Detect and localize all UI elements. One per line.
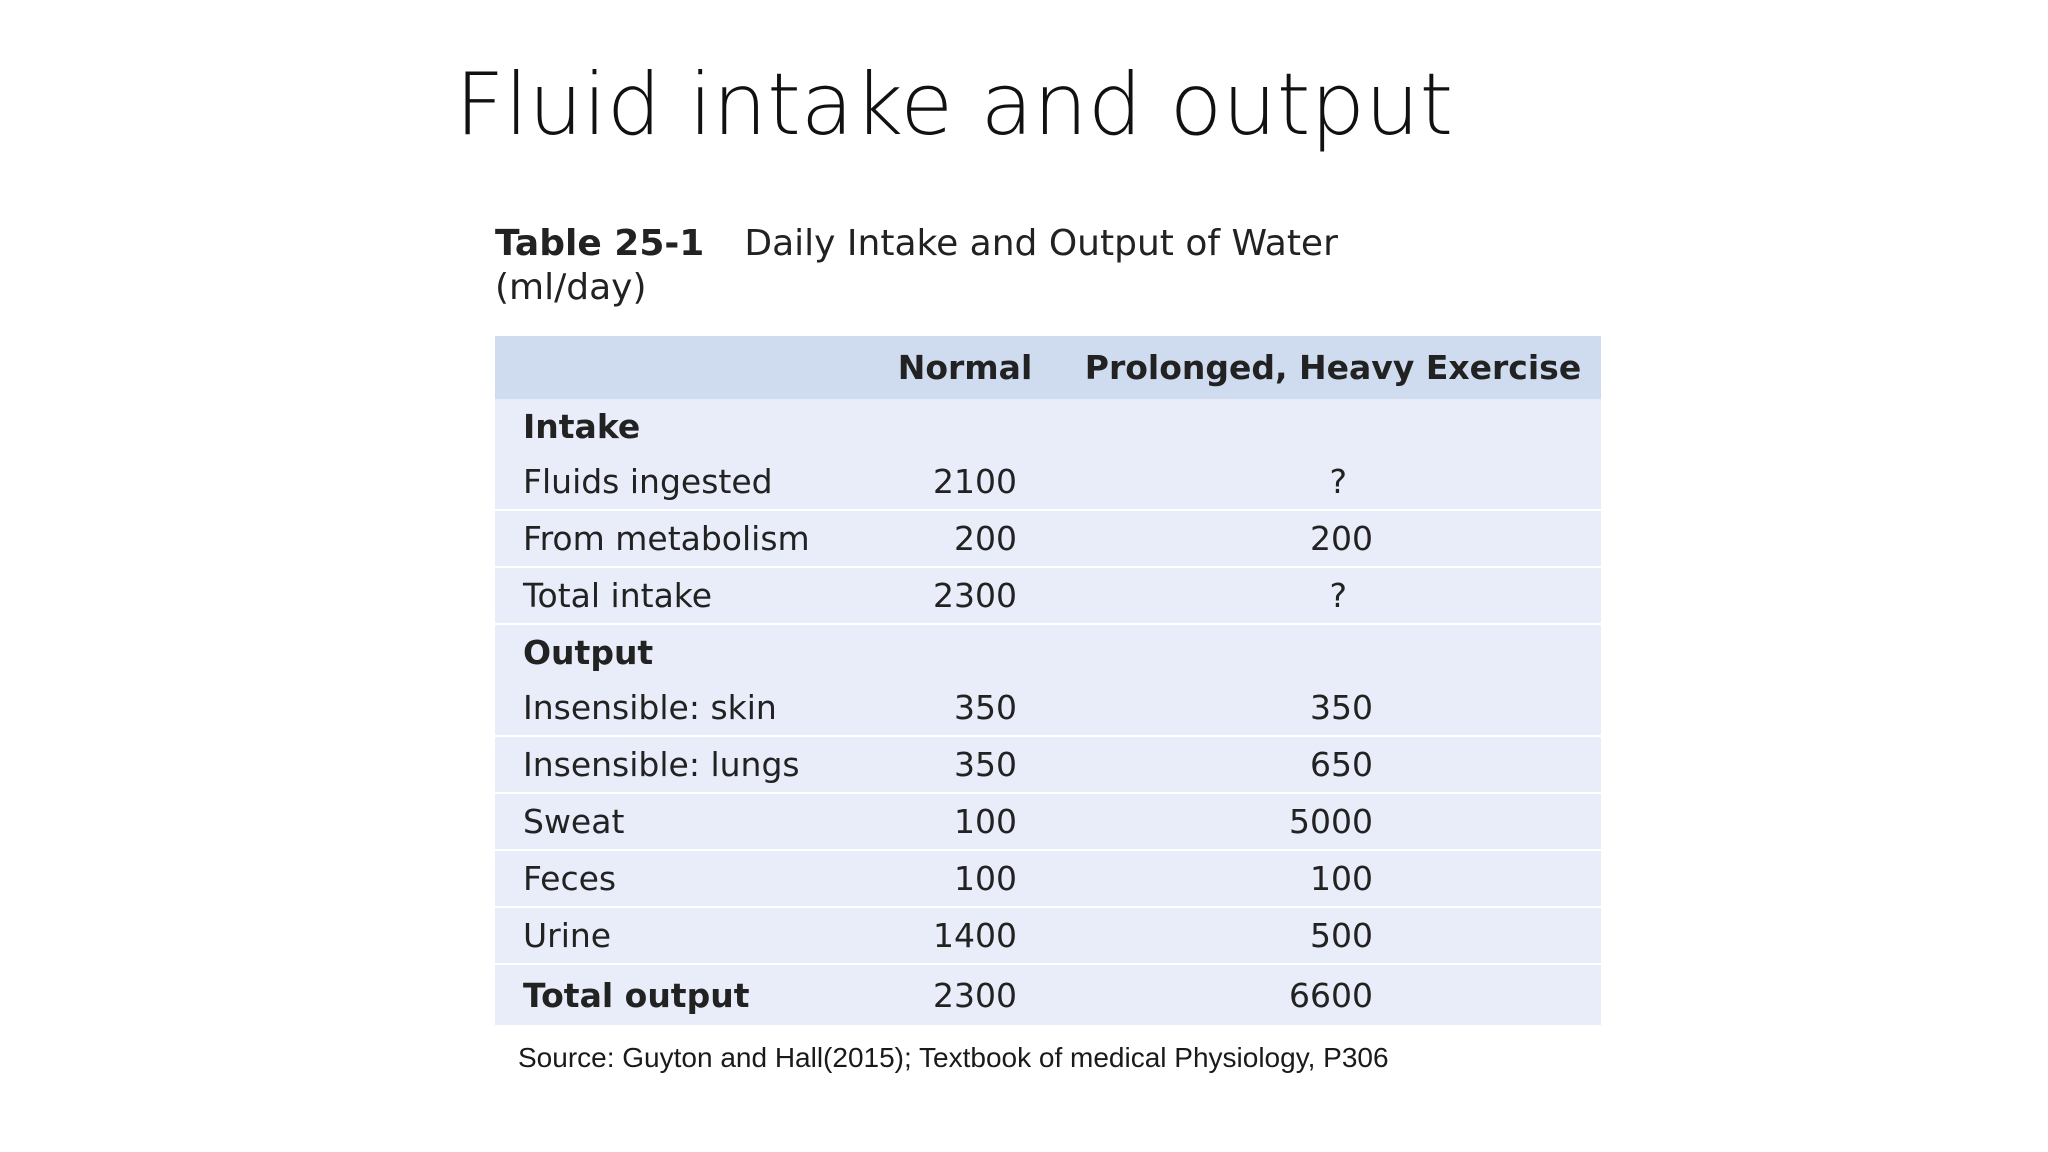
row-label: Insensible: lungs (495, 736, 865, 793)
header-label (495, 336, 865, 399)
row-normal-value: 100 (865, 850, 1065, 907)
water-intake-output-table (495, 336, 1601, 1025)
row-exercise-value: 5000 (1065, 793, 1601, 850)
row-exercise-value: 650 (1065, 736, 1601, 793)
table-row (495, 793, 1601, 850)
table-row (495, 567, 1601, 624)
row-exercise-value: ? (1065, 567, 1601, 624)
table-row-output-section (495, 624, 1601, 680)
row-normal-value: 2300 (865, 964, 1065, 1025)
row-label: Intake (495, 399, 865, 454)
row-label: From metabolism (495, 510, 865, 567)
row-exercise-value: 350 (1065, 680, 1601, 736)
row-label: Insensible: skin (495, 680, 865, 736)
row-exercise-value: 200 (1065, 510, 1601, 567)
table-header-row (495, 336, 1601, 399)
row-exercise-value: 500 (1065, 907, 1601, 964)
row-normal-value: 1400 (865, 907, 1065, 964)
row-normal-value: 100 (865, 793, 1065, 850)
row-label: Total intake (495, 567, 865, 624)
row-label: Fluids ingested (495, 454, 865, 510)
slide-title: Fluid intake and output (455, 55, 1454, 155)
table-number: Table 25-1 (495, 223, 705, 264)
row-label: Total output (495, 964, 865, 1025)
row-label: Feces (495, 850, 865, 907)
row-normal-value: 350 (865, 680, 1065, 736)
header-exercise: Prolonged, Heavy Exercise (1065, 336, 1601, 399)
row-exercise-value (1065, 399, 1601, 454)
row-normal-value: 350 (865, 736, 1065, 793)
table-title: Daily Intake and Output of Water (744, 223, 1338, 264)
row-label: Urine (495, 907, 865, 964)
table-row (495, 850, 1601, 907)
row-label: Output (495, 624, 865, 680)
row-label: Sweat (495, 793, 865, 850)
table-row-intake-section (495, 399, 1601, 454)
row-normal-value (865, 624, 1065, 680)
row-normal-value: 2300 (865, 567, 1065, 624)
row-normal-value (865, 399, 1065, 454)
table-row-total-output (495, 964, 1601, 1025)
row-normal-value: 200 (865, 510, 1065, 567)
table-row (495, 454, 1601, 510)
row-exercise-value: 100 (1065, 850, 1601, 907)
row-exercise-value: ? (1065, 454, 1601, 510)
row-exercise-value (1065, 624, 1601, 680)
header-normal: Normal (865, 336, 1065, 399)
table-row (495, 736, 1601, 793)
table-row (495, 907, 1601, 964)
table-row (495, 680, 1601, 736)
table-caption (495, 222, 1338, 310)
table-row (495, 510, 1601, 567)
row-exercise-value: 6600 (1065, 964, 1601, 1025)
table-unit: (ml/day) (495, 267, 647, 308)
source-citation: Source: Guyton and Hall(2015); Textbook of medical Physiology, P306 (518, 1042, 1389, 1073)
row-normal-value: 2100 (865, 454, 1065, 510)
